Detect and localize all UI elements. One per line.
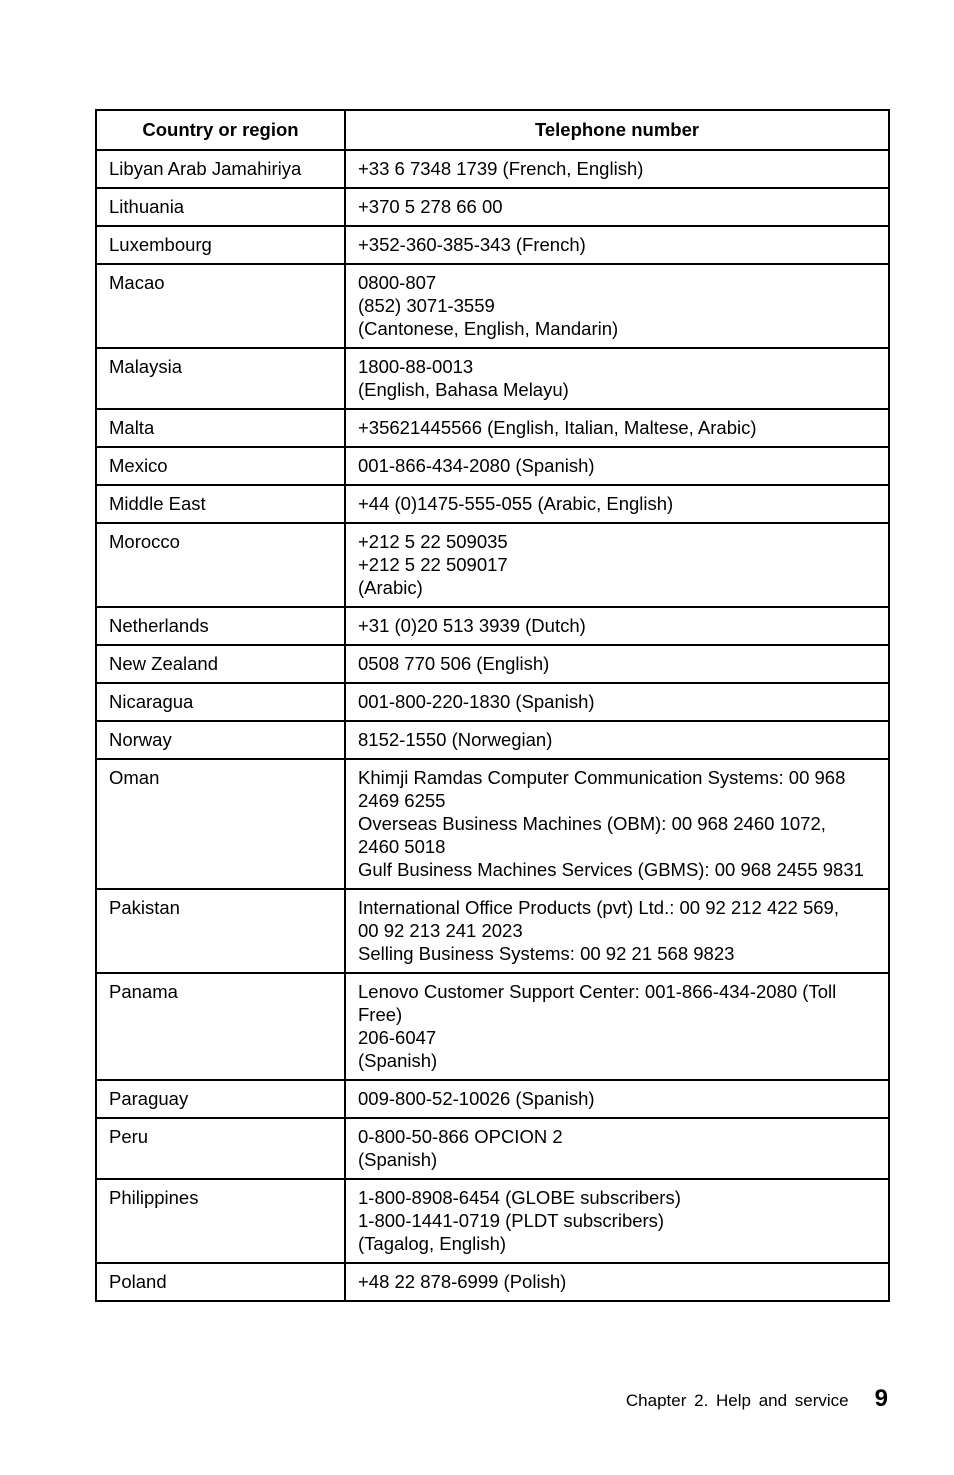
telephone-line: (Spanish) [358,1149,438,1170]
telephone-cell [345,409,889,447]
country-cell: Malaysia [96,348,345,409]
country-cell: Philippines [96,1179,345,1263]
country-cell: Nicaragua [96,683,345,721]
country-cell: Peru [96,1118,345,1179]
country-cell: Lithuania [96,188,345,226]
telephone-cell [345,150,889,188]
telephone-line: 1-800-8908-6454 (GLOBE subscribers) [358,1187,681,1208]
country-cell: Malta [96,409,345,447]
telephone-line: Lenovo Customer Support Center: 001-866-434-2080 (Toll [358,981,837,1002]
table-header-row [96,110,889,150]
page-footer [626,1385,888,1413]
table-row [96,1118,889,1179]
table-row [96,1263,889,1301]
table-row [96,683,889,721]
country-cell: Oman [96,759,345,889]
country-cell: Panama [96,973,345,1080]
country-cell: Macao [96,264,345,348]
telephone-cell [345,1179,889,1263]
country-cell: New Zealand [96,645,345,683]
telephone-cell [345,1263,889,1301]
telephone-line: (Spanish) [358,1050,438,1071]
telephone-line: Khimji Ramdas Computer Communication Systems: 00 968 [358,767,846,788]
country-cell: Norway [96,721,345,759]
telephone-line: 2460 5018 [358,836,446,857]
table-row [96,409,889,447]
table-body [96,150,889,1301]
telephone-cell [345,264,889,348]
table-row [96,523,889,607]
telephone-line: +352-360-385-343 (French) [358,234,586,255]
country-cell: Mexico [96,447,345,485]
country-cell: Middle East [96,485,345,523]
telephone-line: +212 5 22 509035 [358,531,508,552]
telephone-line: Free) [358,1004,403,1025]
table-row [96,348,889,409]
table-row [96,721,889,759]
telephone-line: International Office Products (pvt) Ltd.: 00 92 212 422 569, [358,897,839,918]
telephone-cell [345,485,889,523]
country-cell: Paraguay [96,1080,345,1118]
table-row [96,1080,889,1118]
telephone-line: 00 92 213 241 2023 [358,920,523,941]
chapter-title: Chapter 2. Help and service [625,1391,849,1410]
telephone-cell [345,889,889,973]
telephone-line: 1800-88-0013 [358,356,474,377]
telephone-line: 206-6047 [358,1027,437,1048]
telephone-line: Selling Business Systems: 00 92 21 568 9823 [358,943,735,964]
telephone-line: (Arabic) [358,577,423,598]
country-cell: Poland [96,1263,345,1301]
table-row [96,973,889,1080]
telephone-cell [345,721,889,759]
telephone-line: +48 22 878-6999 (Polish) [358,1271,567,1292]
telephone-line: 001-800-220-1830 (Spanish) [358,691,595,712]
telephone-line: +33 6 7348 1739 (French, English) [358,158,644,179]
telephone-line: 0800-807 [358,272,437,293]
telephone-line: 009-800-52-10026 (Spanish) [358,1088,595,1109]
telephone-line: Gulf Business Machines Services (GBMS): 00 968 2455 9831 [358,859,864,880]
table-row [96,150,889,188]
table-row [96,1179,889,1263]
telephone-line: +212 5 22 509017 [358,554,508,575]
telephone-cell [345,188,889,226]
telephone-cell [345,607,889,645]
telephone-line: (Tagalog, English) [358,1233,507,1254]
telephone-line: 1-800-1441-0719 (PLDT subscribers) [358,1210,665,1231]
telephone-cell [345,348,889,409]
telephone-cell [345,1080,889,1118]
header-telephone: Telephone number [345,110,889,150]
telephone-line: Overseas Business Machines (OBM): 00 968 2460 1072, [358,813,826,834]
table-row [96,485,889,523]
telephone-line: +35621445566 (English, Italian, Maltese, Arabic) [358,417,757,438]
country-cell: Pakistan [96,889,345,973]
telephone-line: 001-866-434-2080 (Spanish) [358,455,595,476]
table-row [96,759,889,889]
telephone-line: (English, Bahasa Melayu) [358,379,569,400]
telephone-cell [345,226,889,264]
table-row [96,447,889,485]
country-cell: Libyan Arab Jamahiriya [96,150,345,188]
telephone-cell [345,447,889,485]
support-phone-table [95,109,890,1302]
header-country: Country or region [96,110,345,150]
telephone-cell [345,759,889,889]
telephone-line: 0-800-50-866 OPCION 2 [358,1126,563,1147]
telephone-line: 8152-1550 (Norwegian) [358,729,553,750]
telephone-cell [345,645,889,683]
telephone-line: (Cantonese, English, Mandarin) [358,318,619,339]
telephone-line: +370 5 278 66 00 [358,196,503,217]
telephone-cell [345,523,889,607]
country-cell: Luxembourg [96,226,345,264]
telephone-line: (852) 3071-3559 [358,295,495,316]
table-row [96,889,889,973]
table-row [96,188,889,226]
table-row [96,645,889,683]
page-number: 9 [874,1385,888,1412]
table-row [96,264,889,348]
telephone-cell [345,973,889,1080]
telephone-cell [345,683,889,721]
country-cell: Morocco [96,523,345,607]
telephone-line: 0508 770 506 (English) [358,653,550,674]
country-cell: Netherlands [96,607,345,645]
telephone-line: +31 (0)20 513 3939 (Dutch) [358,615,586,636]
telephone-line: 2469 6255 [358,790,446,811]
table-row [96,607,889,645]
telephone-line: +44 (0)1475-555-055 (Arabic, English) [358,493,674,514]
telephone-cell [345,1118,889,1179]
table-row [96,226,889,264]
